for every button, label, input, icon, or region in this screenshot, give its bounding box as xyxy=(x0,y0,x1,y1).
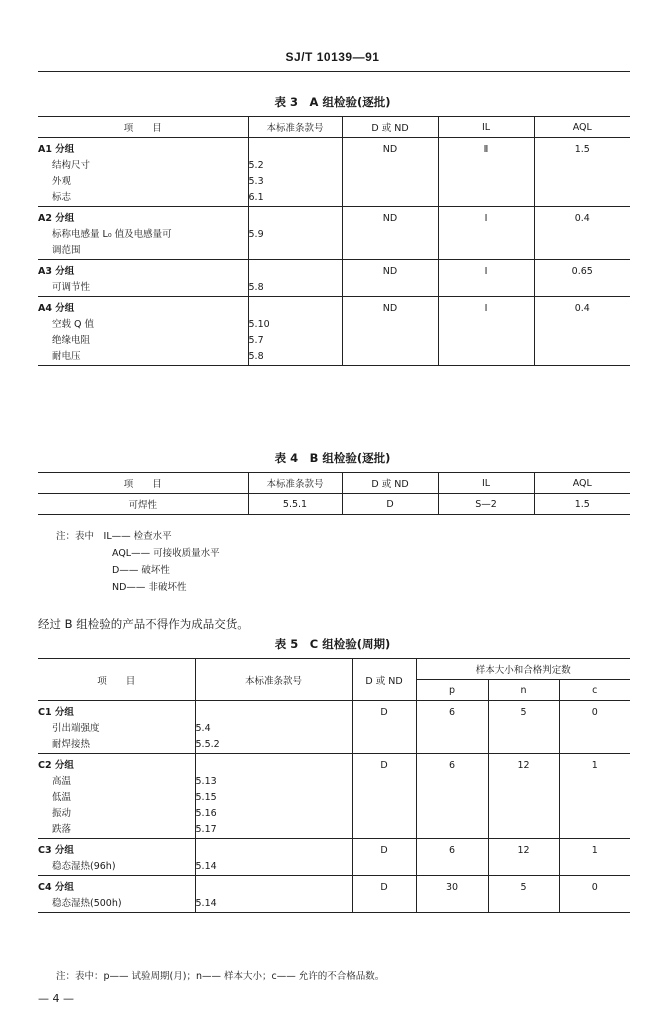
table-row xyxy=(38,207,630,260)
item-label: 振动 xyxy=(52,808,72,819)
dnd-cell: D xyxy=(352,754,416,839)
item-label: 耐电压 xyxy=(52,351,81,362)
table5-note: 注：表中：p—— 试验周期(月)；n—— 样本大小；c—— 允许的不合格品数。 xyxy=(56,971,385,982)
il-cell: Ⅰ xyxy=(438,260,534,297)
group-name: C2 分组 xyxy=(38,760,74,771)
il-cell: Ⅰ xyxy=(438,207,534,260)
clause-number: 5.3 xyxy=(248,176,264,187)
clause-cell xyxy=(248,297,342,366)
note-line: D—— 破坏性 xyxy=(112,565,170,576)
table3 xyxy=(38,116,630,366)
p-cell: 30 xyxy=(416,876,488,913)
dnd-cell: D xyxy=(352,701,416,754)
table-row xyxy=(38,701,630,754)
p-cell: 6 xyxy=(416,839,488,876)
clause-cell: 5.5.1 xyxy=(248,494,342,515)
table5-caption: 表 5 C 组检验(周期) xyxy=(274,637,391,651)
table-row xyxy=(38,297,630,366)
aql-cell: 0.4 xyxy=(534,297,630,366)
dnd-cell: ND xyxy=(342,207,438,260)
n-cell: 12 xyxy=(488,754,559,839)
aql-cell: 1.5 xyxy=(534,138,630,207)
item-label: 稳态湿热(96h) xyxy=(52,861,116,872)
item-label: 调范围 xyxy=(52,245,81,256)
table5-col-clause: 本标准条款号 xyxy=(195,659,352,701)
table4-col-il: IL xyxy=(438,473,534,494)
il-cell: S—2 xyxy=(438,494,534,515)
note-line: IL—— 检查水平 xyxy=(103,531,172,542)
dnd-cell: D xyxy=(352,839,416,876)
table-row xyxy=(38,138,630,207)
item-label: 标称电感量 L₀ 值及电感量可 xyxy=(52,229,172,240)
clause-number: 5.5.2 xyxy=(195,739,220,750)
clause-number xyxy=(249,243,342,259)
item-label: 引出端强度 xyxy=(52,723,100,734)
dnd-cell: D xyxy=(342,494,438,515)
il-cell: Ⅰ xyxy=(438,297,534,366)
table-row xyxy=(38,876,630,913)
item-label: 空载 Q 值 xyxy=(52,319,95,330)
group-name: A3 分组 xyxy=(38,266,75,277)
dnd-cell: D xyxy=(352,876,416,913)
clause-cell xyxy=(248,260,342,297)
group-name: C3 分组 xyxy=(38,845,74,856)
dnd-cell: ND xyxy=(342,297,438,366)
group-name: C1 分组 xyxy=(38,707,74,718)
table3-header-row xyxy=(38,117,630,138)
clause-number: 5.15 xyxy=(195,792,217,803)
c-cell: 0 xyxy=(559,701,630,754)
n-cell: 12 xyxy=(488,839,559,876)
aql-cell: 0.65 xyxy=(534,260,630,297)
notes-prefix: 注：表中 xyxy=(56,531,95,542)
table3-caption: 表 3 A 组检验(逐批) xyxy=(274,95,391,109)
il-cell: Ⅱ xyxy=(438,138,534,207)
group-name: A1 分组 xyxy=(38,144,75,155)
table5-col-item: 项 目 xyxy=(38,659,195,701)
clause-number: 5.4 xyxy=(195,723,211,734)
clause-number: 5.2 xyxy=(248,160,264,171)
page-number: — 4 — xyxy=(38,992,74,1005)
item-cell: 可焊性 xyxy=(38,494,248,515)
item-label: 可调节性 xyxy=(52,282,91,293)
item-label: 跌落 xyxy=(52,824,72,835)
item-label: 稳态湿热(500h) xyxy=(52,898,122,909)
clause-number: 5.7 xyxy=(248,335,264,346)
p-cell: 6 xyxy=(416,754,488,839)
aql-cell: 1.5 xyxy=(534,494,630,515)
item-label: 耐焊接热 xyxy=(52,739,91,750)
note-line: ND—— 非破坏性 xyxy=(112,582,187,593)
group-cell xyxy=(38,839,195,876)
item-label: 低温 xyxy=(52,792,72,803)
item-label: 高温 xyxy=(52,776,72,787)
table-notes xyxy=(56,528,220,596)
table-row xyxy=(38,260,630,297)
clause-number: 5.17 xyxy=(195,824,217,835)
clause-number: 5.10 xyxy=(248,319,270,330)
table4-col-aql: AQL xyxy=(534,473,630,494)
c-cell: 0 xyxy=(559,876,630,913)
table4-col-item: 项 目 xyxy=(38,473,248,494)
body-paragraph: 经过 B 组检验的产品不得作为成品交货。 xyxy=(38,617,249,631)
table5-col-p: p xyxy=(416,680,488,701)
group-name: A4 分组 xyxy=(38,303,75,314)
table5-col-c: c xyxy=(559,680,630,701)
clause-cell xyxy=(195,754,352,839)
table5-header-row xyxy=(38,659,630,680)
clause-cell xyxy=(195,839,352,876)
group-cell xyxy=(38,260,248,297)
clause-cell xyxy=(195,876,352,913)
table5-col-n: n xyxy=(488,680,559,701)
clause-cell xyxy=(248,138,342,207)
table4-col-dnd: D 或 ND xyxy=(342,473,438,494)
item-label: 结构尺寸 xyxy=(52,160,91,171)
table5 xyxy=(38,658,630,913)
dnd-cell: ND xyxy=(342,260,438,297)
table5-col-sample-group: 样本大小和合格判定数 xyxy=(416,659,630,680)
n-cell: 5 xyxy=(488,876,559,913)
clause-cell xyxy=(195,701,352,754)
table3-col-clause: 本标准条款号 xyxy=(248,117,342,138)
item-label: 标志 xyxy=(52,192,72,203)
c-cell: 1 xyxy=(559,754,630,839)
table3-col-il: IL xyxy=(438,117,534,138)
clause-number: 5.14 xyxy=(195,898,217,909)
table4 xyxy=(38,472,630,515)
group-name: C4 分组 xyxy=(38,882,74,893)
table4-col-clause: 本标准条款号 xyxy=(248,473,342,494)
clause-number: 5.13 xyxy=(195,776,217,787)
clause-number: 5.8 xyxy=(248,282,264,293)
group-cell xyxy=(38,701,195,754)
table3-col-item: 项 目 xyxy=(38,117,248,138)
table-row xyxy=(38,754,630,839)
clause-number: 5.8 xyxy=(248,351,264,362)
clause-number: 5.16 xyxy=(195,808,217,819)
table4-caption: 表 4 B 组检验(逐批) xyxy=(274,451,391,465)
table-row xyxy=(38,839,630,876)
item-label: 绝缘电阻 xyxy=(52,335,91,346)
clause-cell xyxy=(248,207,342,260)
clause-number: 5.14 xyxy=(195,861,217,872)
p-cell: 6 xyxy=(416,701,488,754)
table3-col-aql: AQL xyxy=(534,117,630,138)
group-name: A2 分组 xyxy=(38,213,75,224)
n-cell: 5 xyxy=(488,701,559,754)
clause-number: 5.9 xyxy=(248,229,264,240)
group-cell xyxy=(38,207,248,260)
clause-number: 6.1 xyxy=(248,192,264,203)
standard-code-header: SJ/T 10139—91 xyxy=(285,50,380,64)
aql-cell: 0.4 xyxy=(534,207,630,260)
group-cell xyxy=(38,297,248,366)
item-label: 外观 xyxy=(52,176,72,187)
group-cell xyxy=(38,138,248,207)
table3-col-dnd: D 或 ND xyxy=(342,117,438,138)
group-cell xyxy=(38,754,195,839)
c-cell: 1 xyxy=(559,839,630,876)
table-row xyxy=(38,494,630,515)
dnd-cell: ND xyxy=(342,138,438,207)
table5-col-dnd: D 或 ND xyxy=(352,659,416,701)
note-line: AQL—— 可接收质量水平 xyxy=(112,548,220,559)
group-cell xyxy=(38,876,195,913)
table4-header-row xyxy=(38,473,630,494)
header-rule xyxy=(38,71,630,72)
